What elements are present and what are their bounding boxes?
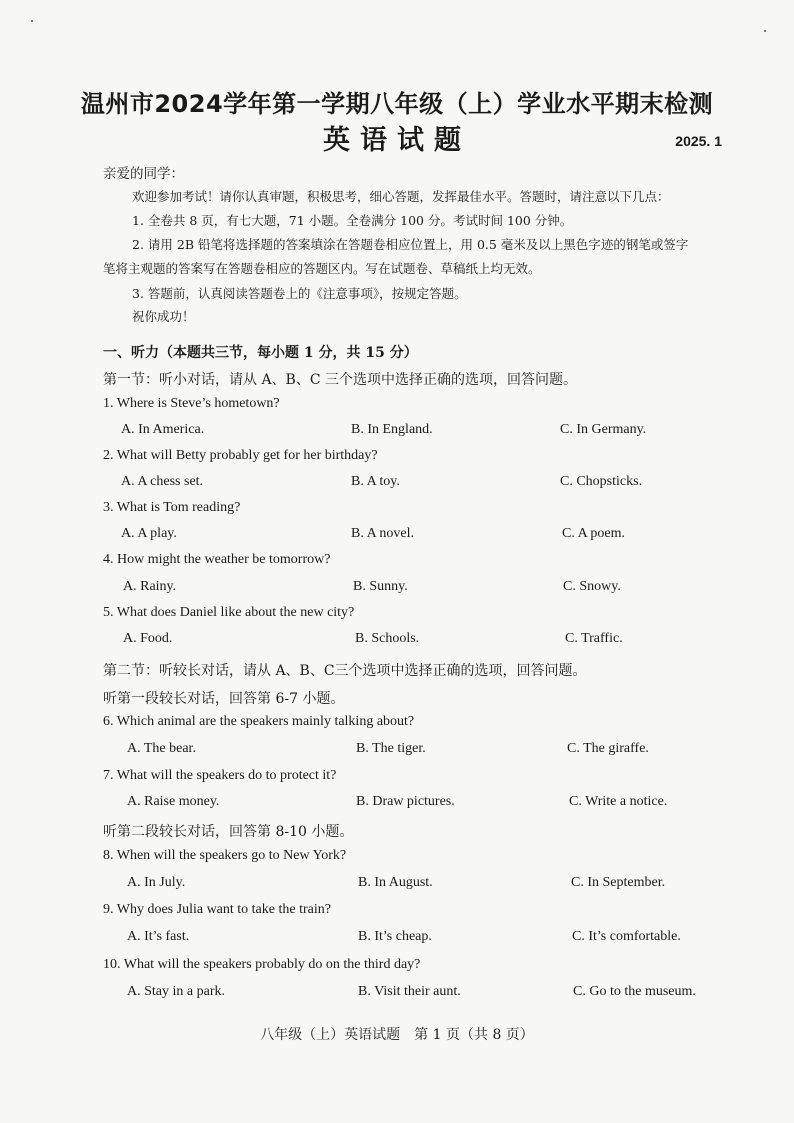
- option-a: A. A play.: [121, 526, 177, 541]
- dialog-instruction: 听第二段较长对话，回答第 8-10 小题。: [103, 824, 354, 840]
- notice-line: 2. 请用 2B 铅笔将选择题的答案填涂在答题卷相应位置上，用 0.5 毫米及以上黑色字迹的钢笔或签字: [132, 237, 689, 252]
- option-a: A. Raise money.: [127, 794, 220, 809]
- option-c: C. Snowy.: [563, 579, 621, 594]
- section-heading: 一、听力（本题共三节，每小题 1 分，共 15 分）: [103, 345, 418, 361]
- option-a: A. A chess set.: [121, 474, 204, 489]
- option-b: B. Schools.: [355, 631, 420, 646]
- question-stem: 1. Where is Steve’s hometown?: [103, 396, 280, 411]
- question-stem: 5. What does Daniel like about the new city?: [103, 605, 355, 620]
- greeting: 亲爱的同学：: [103, 166, 184, 182]
- notice-line: 祝你成功！: [132, 309, 195, 324]
- option-b: B. Visit their aunt.: [358, 984, 461, 999]
- option-b: B. In England.: [351, 422, 433, 437]
- option-c: C. Traffic.: [565, 631, 623, 646]
- option-a: A. Food.: [123, 631, 173, 646]
- part-heading: 第一节：听小对话，请从 A、B、C 三个选项中选择正确的选项，回答问题。: [103, 372, 578, 388]
- question-stem: 9. Why does Julia want to take the train?: [103, 902, 331, 917]
- option-c: C. Chopsticks.: [560, 474, 643, 489]
- option-a: A. In America.: [121, 422, 205, 437]
- question-stem: 2. What will Betty probably get for her birthday?: [103, 448, 378, 463]
- notice-line: 笔将主观题的答案写在答题卷相应的答题区内。写在试题卷、草稿纸上均无效。: [103, 261, 541, 276]
- notice-line: 3. 答题前，认真阅读答题卷上的《注意事项》，按规定答题。: [132, 286, 467, 301]
- notice-line: 1. 全卷共 8 页，有七大题，71 小题。全卷满分 100 分。考试时间 100 分钟。: [132, 213, 573, 228]
- option-b: B. Sunny.: [353, 579, 408, 594]
- question-stem: 4. How might the weather be tomorrow?: [103, 552, 331, 567]
- option-c: C. In Germany.: [560, 422, 647, 437]
- option-b: B. In August.: [358, 875, 433, 890]
- option-b: B. Draw pictures.: [356, 794, 455, 809]
- question-stem: 8. When will the speakers go to New York?: [103, 848, 347, 863]
- exam-date: 2025. 1: [675, 133, 722, 149]
- exam-subtitle: 英语试题: [323, 125, 471, 156]
- option-b: B. The tiger.: [356, 741, 426, 756]
- question-stem: 7. What will the speakers do to protect it?: [103, 768, 337, 783]
- option-b: B. A toy.: [351, 474, 400, 489]
- option-a: A. The bear.: [127, 741, 196, 756]
- question-stem: 10. What will the speakers probably do on the third day?: [103, 957, 421, 972]
- option-c: C. A poem.: [562, 526, 626, 541]
- part-heading: 第二节：听较长对话，请从 A、B、C三个选项中选择正确的选项，回答问题。: [103, 663, 587, 679]
- option-a: A. Rainy.: [123, 579, 177, 594]
- option-c: C. In September.: [571, 875, 666, 890]
- scan-speck: [31, 20, 33, 22]
- question-stem: 3. What is Tom reading?: [103, 500, 241, 515]
- notice-line: 欢迎参加考试！请你认真审题，积极思考，细心答题，发挥最佳水平。答题时，请注意以下几点：: [132, 189, 670, 204]
- page-footer: 八年级（上）英语试题 第 1 页（共 8 页）: [260, 1027, 534, 1043]
- option-a: A. In July.: [127, 875, 186, 890]
- option-a: A. Stay in a park.: [127, 984, 225, 999]
- dialog-instruction: 听第一段较长对话，回答第 6-7 小题。: [103, 691, 345, 707]
- option-c: C. It’s comfortable.: [572, 929, 681, 944]
- scan-speck: [764, 30, 766, 32]
- option-c: C. The giraffe.: [567, 741, 649, 756]
- option-a: A. It’s fast.: [127, 929, 190, 944]
- exam-title: 温州市2024学年第一学期八年级（上）学业水平期末检测: [80, 90, 714, 118]
- option-c: C. Go to the museum.: [573, 984, 696, 999]
- question-stem: 6. Which animal are the speakers mainly talking about?: [103, 714, 415, 729]
- option-c: C. Write a notice.: [569, 794, 668, 809]
- option-b: B. It’s cheap.: [358, 929, 432, 944]
- option-b: B. A novel.: [351, 526, 415, 541]
